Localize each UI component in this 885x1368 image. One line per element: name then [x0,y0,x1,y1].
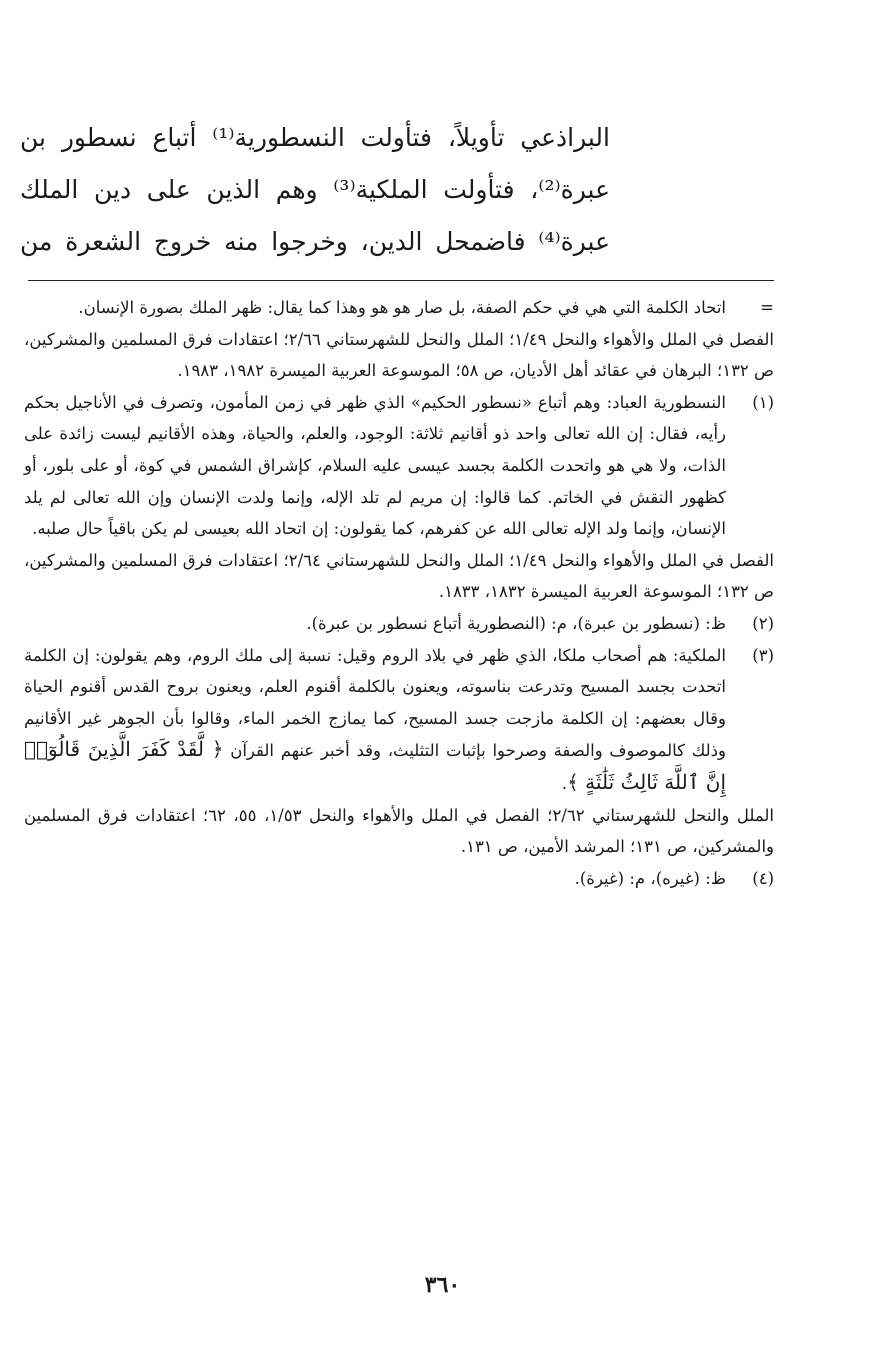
footnote-number: (٤) [752,868,774,888]
main-text [20,112,610,268]
footnotes [24,292,774,894]
footnote-4 [24,863,774,895]
footnote-references: الفصل في الملل والأهواء والنحل ١/٤٩؛ الملل والنحل للشهرستاني ٢/٦٤؛ اعتقادات فرق المسلمين والمشركين، ص ١٣٢؛ الموسوعة العربية الميسرة ١٨٣٢، ١٨٣٣. [24,550,774,602]
footnote-text: النسطورية العباد: وهم أتباع «نسطور الحكيم» الذي ظهر في زمن المأمون، وتصرف في الأناجيل بحكم رأيه، فقال: إن الله تعالى واحد ذو أقانيم ثلاثة: الوجود، والعلم، والحياة، وهذه الأقانيم ليست زائدة على الذات، ولا هي هو واتحدت الكلمة بجسد عيسى عليه السلام، كإشراق الشمس في كوة، أو على بلور، أو كظهور النقش في الخاتم. كما قالوا: إن مريم لم تلد الإله، وإنما ولدت الإنسان وإن الله تعالى لم يلد الإنسان، وإنما ولد الإله تعالى الله عن كفرهم، كما يقولون: إن اتحاد الله بعيسى لم يكن باقياً حال صلبه. [24,392,726,539]
quran-verse: ﴿ لَّقَدْ كَفَرَ الَّذِينَ قَالُوٓا۟ إِنَّ ٱللَّهَ ثَالِثُ ثَلَٰثَةٍ ﴾ [24,737,726,794]
main-text-line: عبرة⁽⁴⁾ فاضمحل الدين، وخرجوا منه خروج الشعرة من [20,227,610,256]
footnote-1 [24,387,774,545]
footnote-body [24,640,726,800]
footnote-references: الملل والنحل للشهرستاني ٢/٦٢؛ الفصل في الملل والأهواء والنحل ١/٥٣، ٥٥، ٦٢؛ اعتقادات فرق المسلمين والمشركين، ص ١٣١؛ المرشد الأمين، ص ١٣١. [24,805,774,857]
main-text-line: البراذعي تأويلاً، فتأولت النسطورية⁽¹⁾ أتباع نسطور بن [20,123,610,152]
footnote-text: ظ: (نسطور بن عبرة)، م: (النصطورية أتباع نسطور بن عبرة). [306,613,726,633]
page-number: ٣٦٠ [424,1272,461,1298]
footnote-references: الفصل في الملل والأهواء والنحل ١/٤٩؛ الملل والنحل للشهرستاني ٢/٦٦؛ اعتقادات فرق المسلمين والمشركين، ص ١٣٢؛ البرهان في عقائد أهل الأديان، ص ٥٨؛ الموسوعة العربية الميسرة ١٩٨٢، ١٩٨٣. [24,329,774,381]
footnote-number: (١) [752,392,774,412]
footnote-text: ظ: (غيره)، م: (غيرة). [574,868,726,888]
main-text-line: عبرة⁽²⁾، فتأولت الملكية⁽³⁾ وهم الذين على دين الملك [20,175,610,204]
footnote-text: الملكية: هم أصحاب ملكا، الذي ظهر في بلاد الروم وقيل: نسبة إلى ملك الروم، وهم يقولون: إن الكلمة اتحدت بجسد المسيح وتدرعت بناسوته، ويعنون بالكلمة أقنوم العلم، ويعنون بروح القدس أقنوم الحياة وقال بعضهم: إن الكلمة مازجت جسد المسيح، كما يمازج الخمر الماء، وقالوا بأن الجوهر غير الأقانيم وذلك كالموصوف والصفة وصرحوا بإثبات التثليث، وقد أخبر عنهم القرآن [24,645,726,761]
footnote-separator [28,280,774,281]
footnote-3 [24,640,774,800]
continuation-mark: = [760,298,774,317]
footnote-number: (٢) [752,613,774,633]
footnote-text: اتحاد الكلمة التي هي في حكم الصفة، بل صار هو هو وهذا كما يقال: ظهر الملك بصورة الإنسان. [78,298,726,317]
footnote-text-end: . [561,773,568,793]
footnote-continuation [24,292,774,324]
footnote-2 [24,608,774,640]
footnote-number: (٣) [752,645,774,665]
